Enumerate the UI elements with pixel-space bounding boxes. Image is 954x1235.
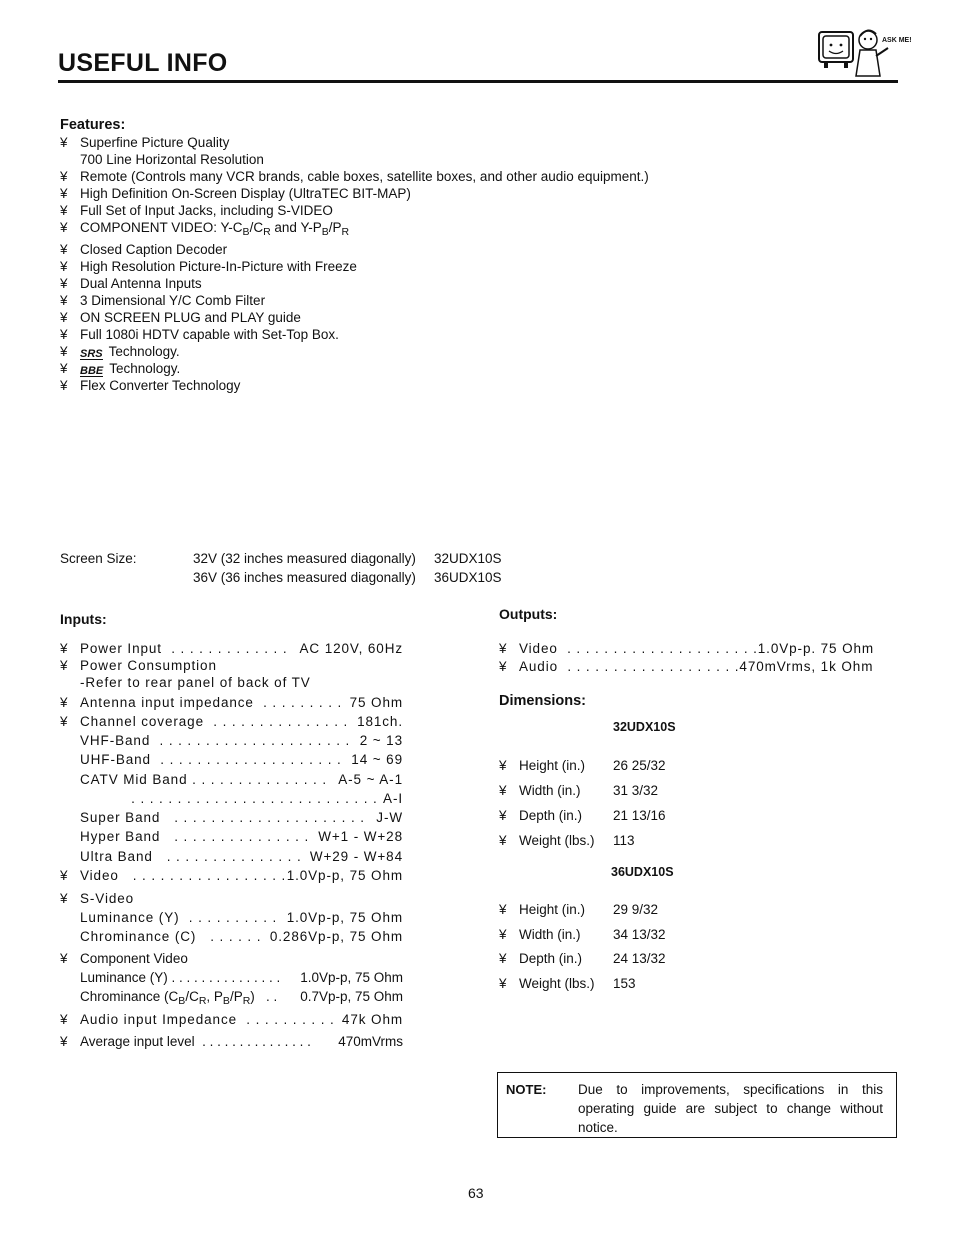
screen-size-desc: 32V (32 inches measured diagonally) <box>193 551 416 566</box>
dimension-row: ¥ Height (in.) 29 9/32 <box>499 902 659 917</box>
screen-size-section <box>60 549 502 587</box>
dimension-row: ¥ Width (in.) 31 3/32 <box>499 783 659 798</box>
band-row: . . . . . . . . . . . . . . . . . . . . . . . . . . . A-I <box>80 790 403 806</box>
input-spec-row: Chrominance ($C_B/C_R$, $P_B/P_R$) . . 0.7Vp-p, 75 Ohm <box>80 989 403 1008</box>
note-label: NOTE: <box>506 1082 547 1097</box>
band-row: Super Band . . . . . . . . . . . . . . . . . . . . . J-W <box>80 810 403 826</box>
feature-item: ¥ Remote (Controls many VCR brands, cable boxes, satellite boxes, and other audio equipment.) <box>60 169 649 184</box>
dimensions-model-36: 36UDX10S <box>611 865 674 879</box>
input-spec-row: ¥ Power Input . . . . . . . . . . . . . AC 120V, 60Hz <box>60 641 403 656</box>
dimensions-table-32 <box>499 753 666 853</box>
srs-logo-icon: SRS <box>80 348 103 360</box>
output-spec-row: ¥ Video . . . . . . . . . . . . . . . . . . . . . 1.0Vp-p. 75 Ohm <box>499 641 875 656</box>
feature-item: ¥ Superfine Picture Quality <box>60 135 230 150</box>
note-box <box>497 1072 897 1138</box>
features-section <box>60 117 760 394</box>
ask-me-mascot-icon <box>816 26 912 80</box>
screen-size-desc: 36V (36 inches measured diagonally) <box>193 570 416 585</box>
dimension-row: ¥ Depth (in.) 21 13/16 <box>499 808 666 823</box>
page-title: USEFUL INFO <box>58 49 228 77</box>
band-row: Ultra Band . . . . . . . . . . . . . . . W+29 - W+84 <box>80 848 403 864</box>
inputs-heading: Inputs: <box>60 611 107 627</box>
input-spec-row: ¥ Audio input Impedance . . . . . . . . . . 47k Ohm <box>60 1012 403 1028</box>
screen-size-model: 36UDX10S <box>434 570 502 585</box>
band-row: CATV Mid Band . . . . . . . . . . . . . . . A-5 ~ A-1 <box>80 771 403 787</box>
feature-item: ¥ ON SCREEN PLUG and PLAY guide <box>60 310 301 325</box>
input-spec-row: ¥ S-Video <box>60 891 135 907</box>
feature-item: ¥ Dual Antenna Inputs <box>60 276 202 291</box>
dimension-row: ¥ Weight (lbs.) 113 <box>499 833 635 848</box>
dimensions-heading: Dimensions: <box>499 693 587 709</box>
output-spec-row: ¥ Audio . . . . . . . . . . . . . . . . . . . 470mVrms, 1k Ohm <box>499 659 874 674</box>
component-specs <box>60 968 405 1006</box>
feature-item: 700 Line Horizontal Resolution <box>80 152 264 167</box>
mascot-text: ASK ME! <box>882 37 912 44</box>
input-spec-row: Luminance (Y) . . . . . . . . . . 1.0Vp-p, 75 Ohm <box>80 910 403 926</box>
title-rule <box>58 80 898 83</box>
feature-item-bbe: ¥ BBE Technology. <box>60 361 181 377</box>
inputs-section <box>60 640 405 1051</box>
band-row: VHF-Band . . . . . . . . . . . . . . . . . . . . . 2 ~ 13 <box>80 733 403 748</box>
input-spec-row: ¥ Antenna input impedance . . . . . . . . . 75 Ohm <box>60 695 403 710</box>
feature-item: ¥ High Resolution Picture-In-Picture with Freeze <box>60 259 357 274</box>
note-text: Due to improvements, specifications in this operating guide are subject to change without notice. <box>578 1082 883 1135</box>
outputs-section <box>499 640 875 676</box>
screen-size-model: 32UDX10S <box>434 551 502 566</box>
dimension-row: ¥ Width (in.) 34 13/32 <box>499 926 666 942</box>
dimensions-table-36 <box>499 898 666 997</box>
feature-item: ¥ Flex Converter Technology <box>60 378 241 393</box>
dimension-row: ¥ Depth (in.) 24 13/32 <box>499 951 666 967</box>
feature-item: ¥ 3 Dimensional Y/C Comb Filter <box>60 293 266 308</box>
screen-size-label: Screen Size: <box>60 551 137 566</box>
bbe-logo-icon: BBE <box>80 365 104 377</box>
input-spec-row: ¥ Channel coverage . . . . . . . . . . . . . . . 181ch. <box>60 714 403 729</box>
feature-item: ¥ Full Set of Input Jacks, including S-VIDEO <box>60 203 333 218</box>
feature-item: ¥ High Definition On-Screen Display (UltraTEC BIT-MAP) <box>60 186 411 201</box>
input-spec-row: Luminance (Y) . . . . . . . . . . . . . . . 1.0Vp-p, 75 Ohm <box>80 970 403 986</box>
band-list <box>60 731 405 866</box>
band-row: UHF-Band . . . . . . . . . . . . . . . . . . . . 14 ~ 69 <box>80 752 403 768</box>
dimension-row: ¥ Height (in.) 26 25/32 <box>499 758 666 773</box>
feature-item: ¥ Full 1080i HDTV capable with Set-Top Box. <box>60 327 339 342</box>
page-number: 63 <box>468 1185 484 1201</box>
feature-item-component-video: ¥ COMPONENT VIDEO: $Y-C_B/C_R$ and $Y-P_B/P_R$ <box>60 220 350 238</box>
feature-item-srs: ¥ SRS Technology. <box>60 344 180 360</box>
features-heading: Features: <box>60 117 126 133</box>
dimensions-model-32: 32UDX10S <box>613 720 676 734</box>
band-row: Hyper Band . . . . . . . . . . . . . . . W+1 - W+28 <box>80 829 403 845</box>
feature-item: ¥ Closed Caption Decoder <box>60 242 228 257</box>
input-spec-row: ¥ Component Video <box>60 951 188 967</box>
input-spec-row: ¥ Power Consumption <box>60 658 217 673</box>
svideo-specs <box>60 908 405 946</box>
outputs-heading: Outputs: <box>499 606 558 622</box>
input-spec-note: -Refer to rear panel of back of TV <box>80 675 311 690</box>
input-spec-row: ¥ Average input level . . . . . . . . . . . . . . . 470mVrms <box>60 1034 403 1050</box>
input-spec-row: ¥ Video . . . . . . . . . . . . . . . . . 1.0Vp-p, 75 Ohm <box>60 868 403 884</box>
dimension-row: ¥ Weight (lbs.) 153 <box>499 976 636 992</box>
input-spec-row: Chrominance (C) . . . . . . 0.286Vp-p, 75 Ohm <box>80 929 403 945</box>
